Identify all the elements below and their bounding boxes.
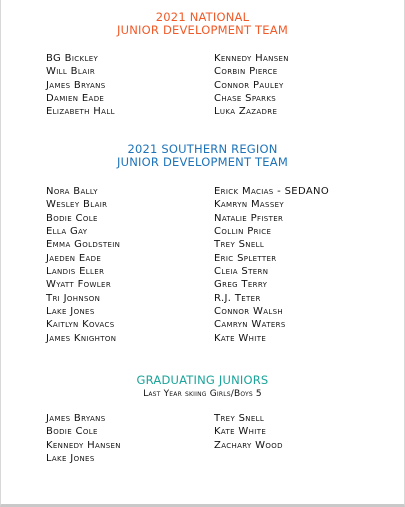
name-entry: Wesley Blair bbox=[46, 199, 108, 211]
name-entry: Luka Zazadre bbox=[214, 106, 278, 118]
name-entry: Kaitlyn Kovacs bbox=[46, 319, 115, 331]
national-left-column bbox=[46, 52, 115, 119]
name-entry: Collin Price bbox=[214, 226, 272, 238]
name-entry: Emma Goldstein bbox=[46, 239, 121, 251]
southern-team-heading bbox=[0, 143, 405, 169]
national-team-heading bbox=[0, 11, 405, 37]
name-entry: Landis Eller bbox=[46, 266, 105, 278]
name-entry: Trey Snell bbox=[214, 239, 265, 251]
name-entry: Nora Bally bbox=[46, 186, 98, 197]
name-entry: Tri Johnson bbox=[46, 292, 101, 304]
name-entry: Connor Walsh bbox=[214, 306, 284, 318]
graduating-left-column bbox=[46, 412, 121, 465]
national-title-line1: 2021 NATIONAL bbox=[155, 10, 250, 24]
name-entry: Kennedy Hansen bbox=[214, 53, 289, 64]
name-entry: Natalie Pfister bbox=[214, 212, 284, 224]
name-entry: Eric Spletter bbox=[214, 252, 277, 264]
name-entry: BG Bickley bbox=[46, 53, 99, 64]
name-entry: Trey Snell bbox=[214, 413, 265, 424]
name-entry: Ella Gay bbox=[46, 226, 88, 238]
southern-title-line1: 2021 SOUTHERN REGION bbox=[127, 142, 278, 156]
southern-right-column bbox=[214, 185, 329, 345]
name-entry: Chase Sparks bbox=[214, 93, 277, 105]
name-entry: R.J. Teter bbox=[214, 292, 261, 304]
national-right-column bbox=[214, 52, 289, 119]
graduating-title: GRADUATING JUNIORS bbox=[136, 373, 269, 387]
name-entry: Connor Pauley bbox=[214, 79, 284, 91]
name-entry: Lake Jones bbox=[46, 306, 95, 318]
name-entry: Kennedy Hansen bbox=[46, 439, 121, 451]
graduating-subtitle: Last Year skiing Girls/Boys 5 bbox=[143, 389, 262, 399]
name-entry: James Bryans bbox=[46, 79, 106, 91]
name-entry: Wyatt Fowler bbox=[46, 279, 112, 291]
name-entry: Kate White bbox=[214, 332, 267, 344]
name-entry: Bodie Cole bbox=[46, 212, 98, 224]
name-entry: Kamryn Massey bbox=[214, 199, 285, 211]
name-entry: Jaeden Eade bbox=[46, 252, 102, 264]
national-title-line2: JUNIOR DEVELOPMENT TEAM bbox=[117, 23, 288, 37]
name-entry: Camryn Waters bbox=[214, 319, 286, 331]
southern-left-column bbox=[46, 185, 120, 345]
name-entry: Will Blair bbox=[46, 66, 96, 78]
name-entry: Greg Terry bbox=[214, 279, 268, 291]
name-entry: Kate White bbox=[214, 426, 267, 438]
name-entry: Lake Jones bbox=[46, 453, 95, 465]
name-entry: Bodie Cole bbox=[46, 426, 98, 438]
graduating-right-column bbox=[214, 412, 283, 452]
name-entry: Corbin Pierce bbox=[214, 66, 278, 78]
name-entry: Cleia Stern bbox=[214, 266, 269, 278]
southern-title-line2: JUNIOR DEVELOPMENT TEAM bbox=[117, 155, 288, 169]
graduating-juniors-heading bbox=[0, 374, 405, 387]
name-entry: Erick Macias - SEDANO bbox=[214, 186, 330, 197]
name-entry: Zachary Wood bbox=[214, 439, 283, 451]
name-entry: Damien Eade bbox=[46, 93, 105, 105]
name-entry: James Bryans bbox=[46, 413, 106, 424]
name-entry: James Knighton bbox=[46, 332, 117, 344]
name-entry: Elizabeth Hall bbox=[46, 106, 115, 118]
